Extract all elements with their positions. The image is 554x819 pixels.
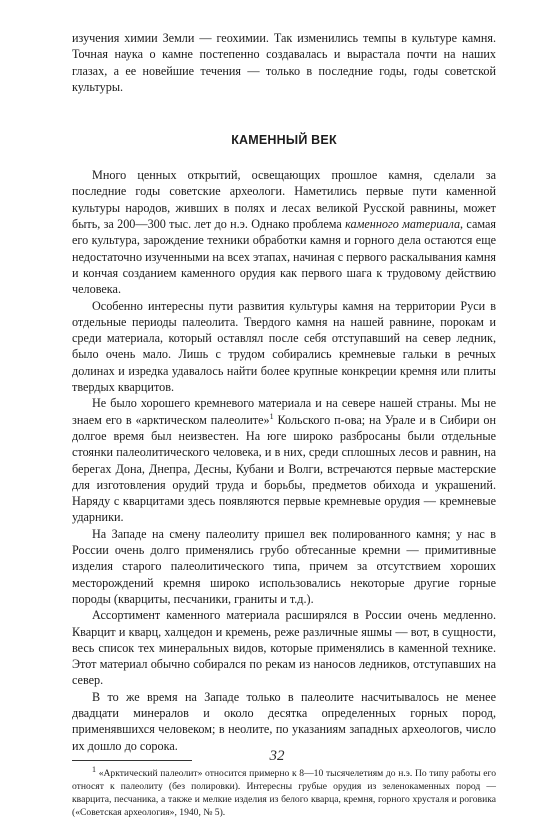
paragraph-1 [72, 167, 496, 297]
page-number: 32 [269, 748, 285, 764]
paragraph-3-text-end: Кольского п-ова; на Урале и в Сибири он долгое время был неизвестен. На юге широко разбросаны были отдельные стоянки палеолитического человека, и в них, среди сплошных лесов и равнин, на берегах Дона, Днепра, Десны, Кубани и Волги, встречаются первые мастерские для изготовления орудий труда и борьбы, предметов обихода и украшений. Наряду с кварцитами здесь появляются первые кремневые орудия — кремневые ударники. [72, 412, 496, 525]
paragraph-5: Ассортимент каменного материала расширялся в России очень медленно. Кварцит и кварц, халцедон и кремень, реже различные яшмы — вот, в сущности, весь список тех минеральных видов, которые применялись в каменной технике. Этот материал обычно собирался по рекам из наносов ледников, отступавших на север. [72, 608, 496, 688]
paragraph-2: Особенно интересны пути развития культуры камня на территории Руси в отдельные периоды палеолита. Твердого камня на нашей равнине, порокам и среди материала, который оставлял после себя отступавший на север ледник, было очень мало. Лишь с трудом собирались кремневые гальки в речных долинах и изредка удавалось найти более крупные конкреции кремня или плиты твердых кварцитов. [72, 298, 496, 395]
section-heading: КАМЕННЫЙ ВЕК [231, 133, 337, 148]
footnote [72, 764, 496, 819]
footnote-marker: 1 [92, 764, 96, 774]
footnote-text: «Арктический палеолит» относится примерно к 8—10 тысячелетиям до н.э. По типу работы его относят к палеолиту (без полировки). Интересны грубые орудия из зеленокаменных пород — кварцита, песчаника, а также и мелкие изделия из белого кварца, кремня, горного хрусталя и роговика («Советская археология», 1940, № 5). [72, 767, 496, 818]
footnote-reference: 1 [269, 411, 274, 421]
paragraph-1-emphasis: каменного материала [345, 217, 461, 232]
page-body [72, 30, 496, 819]
paragraph-3-text-start: Не было хорошего кремневого материала и на севере нашей страны. Мы не знаем его в «арктическом палеолите» [72, 396, 496, 427]
paragraph-6: В то же время на Западе только в палеолите насчитывалось не менее двадцати минералов и около десятка определенных горных пород, применявшихся человеком; в неолите, по указаниям западных археологов, число их дошло до сорока. [72, 689, 496, 753]
paragraph-1-text-end: , самая его культура, зарождение техники обработки камня и горного дела остаются еще недостаточно изученными на всех этапах, начиная с первого раскалывания камня и кончая созданием каменного орудия как первого шага к трудовому действию человека. [72, 217, 496, 297]
intro-paragraph: изучения химии Земли — геохимии. Так изменились темпы в культуре камня. Точная наука о камне постепенно создавалась и вырастала почти на наших глазах, а ее новейшие течения — только в последние годы, годы советской культуры. [72, 31, 496, 94]
paragraph-4: На Западе на смену палеолиту пришел век полированного камня; у нас в России очень долго применялись грубо обтесанные кремни — примитивные изделия старого палеолитического типа, причем за отсутствием хороших месторождений кремня широко использовались некоторые другие горные породы (кварциты, песчаники, граниты и т.д.). [72, 526, 496, 606]
paragraph-1-text-start: Много ценных открытий, освещающих прошлое камня, сделали за последние годы советские археологи. Наметились первые пути каменной культуры народов, живших в полях и лесах великой Русской равнины, может быть, за 200—300 тыс. лет до н.э. Однако проблема [72, 168, 496, 232]
paragraph-3 [72, 395, 496, 525]
